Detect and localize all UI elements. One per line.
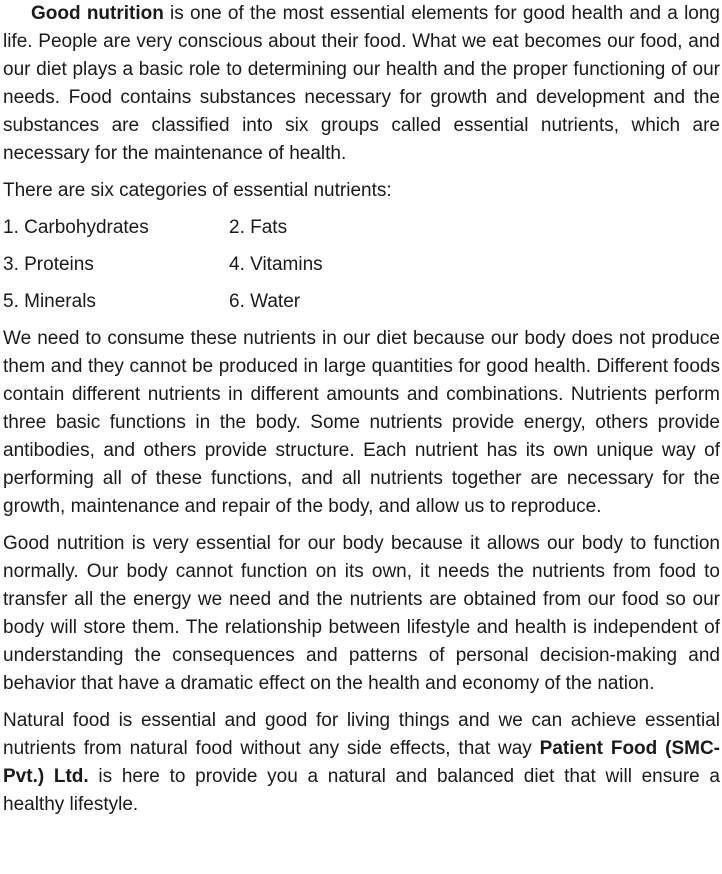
- nutrients-functions-paragraph: We need to consume these nutrients in our diet because our body does not produce them and they cannot be produced in large quantities for good health. Different foods contain different nutrients in different amounts and combinations. Nutrients perform three basic functions in the body. Some nutrients provide energy, others provide antibodies, and others provide structure. Each nutrient has its own unique way of performing all of these functions, and all nutrients together are necessary for the growth, maintenance and repair of the body, and allow us to reproduce.: [3, 328, 720, 517]
- good-nutrition-heading: Good nutrition: [31, 3, 164, 24]
- category-item: 2. Fats: [229, 217, 288, 238]
- category-item: 4. Vitamins: [229, 254, 323, 275]
- category-item: 6. Water: [229, 291, 301, 312]
- intro-paragraph-text: is one of the most essential elements for good health and a long life. People are very conscious about their food. What we eat becomes our food, and our diet plays a basic role to determining our health and the proper functioning of our needs. Food contains substances necessary for growth and development and the substances are classified into six groups called essential nutrients, which are necessary for the maintenance of health.: [3, 3, 720, 164]
- natural-food-paragraph: [3, 707, 720, 819]
- category-item: 1. Carbohydrates: [3, 217, 149, 238]
- intro-paragraph: [3, 0, 720, 168]
- category-row: [3, 288, 720, 316]
- natural-food-text-before: Natural food is essential and good for living things and we can achieve essential nutrients from natural food without any side effects, that way: [3, 710, 720, 759]
- natural-food-text-after: is here to provide you a natural and balanced diet that will ensure a healthy lifestyle.: [3, 766, 720, 815]
- nutrient-categories-list: [3, 214, 720, 316]
- category-row: [3, 251, 720, 279]
- category-item: 5. Minerals: [3, 291, 96, 312]
- categories-intro: There are six categories of essential nutrients:: [3, 180, 392, 201]
- category-row: [3, 214, 720, 242]
- good-nutrition-paragraph: Good nutrition is very essential for our body because it allows our body to function normally. Our body cannot function on its own, it needs the nutrients from food to transfer all the energy we need and the nutrients are obtained from our food so our body will store them. The relationship between lifestyle and health is independent of understanding the consequences and patterns of personal decision-making and behavior that have a dramatic effect on the health and economy of the nation.: [3, 533, 720, 694]
- company-name: Patient Food (SMC-Pvt.) Ltd.: [3, 738, 721, 787]
- category-item: 3. Proteins: [3, 254, 94, 275]
